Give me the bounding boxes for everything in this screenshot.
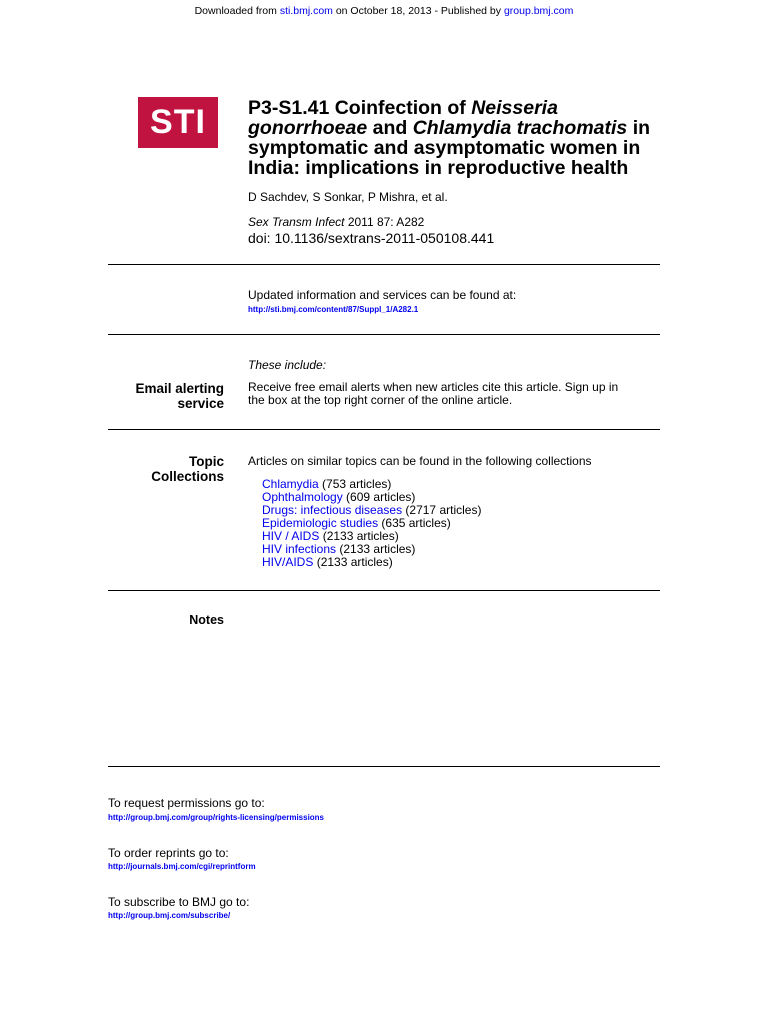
article-link[interactable]: http://sti.bmj.com/content/87/Suppl_1/A282.1 <box>248 305 419 314</box>
permissions-text: To request permissions go to: <box>108 796 265 810</box>
title-italic-neisseria: Neisseria gonorrhoeae <box>248 97 558 139</box>
title-italic-chlamydia: Chlamydia trachomatis <box>412 117 628 139</box>
email-alerting-text-line2: the box at the top right corner of the online article. <box>248 393 513 407</box>
collection-link[interactable]: HIV infections <box>262 542 337 556</box>
email-alerting-text <box>248 381 618 407</box>
topic-collections-label <box>151 454 224 484</box>
collection-link[interactable]: Ophthalmology <box>262 490 343 504</box>
topic-label-line2: Collections <box>151 469 224 484</box>
divider <box>108 334 660 335</box>
citation <box>248 215 424 229</box>
collection-count: (635 articles) <box>378 516 451 530</box>
these-include-label: These include: <box>248 358 327 372</box>
publisher-link[interactable]: group.bmj.com <box>503 5 574 17</box>
email-alerting-label <box>135 381 224 411</box>
updated-info-text: Updated information and services can be found at: <box>248 288 517 302</box>
subscribe-link[interactable]: http://group.bmj.com/subscribe/ <box>108 911 231 920</box>
citation-volume: 2011 87: A282 <box>344 215 425 229</box>
reprints-link[interactable]: http://journals.bmj.com/cgi/reprintform <box>108 862 256 871</box>
collection-link[interactable]: HIV / AIDS <box>262 529 320 543</box>
collection-count: (753 articles) <box>318 477 392 491</box>
collection-count: (2133 articles) <box>313 555 393 569</box>
divider <box>108 264 660 265</box>
collection-link[interactable]: Drugs: infectious diseases <box>262 503 403 517</box>
collection-count: (2133 articles) <box>336 542 416 556</box>
authors: D Sachdev, S Sonkar, P Mishra, et al. <box>248 190 448 204</box>
collection-link[interactable]: HIV/AIDS <box>262 555 314 569</box>
collection-link[interactable]: Chlamydia <box>262 477 319 491</box>
divider <box>108 766 660 767</box>
collection-list <box>262 478 481 569</box>
download-middle: on October 18, 2013 - Published by <box>332 5 504 17</box>
divider <box>108 590 660 591</box>
list-item <box>262 556 481 569</box>
permissions-link[interactable]: http://group.bmj.com/group/rights-licensing/permissions <box>108 813 325 822</box>
collection-count: (2133 articles) <box>319 529 399 543</box>
email-alerting-label-line2: service <box>177 396 224 411</box>
divider <box>108 429 660 430</box>
collection-link[interactable]: Epidemiologic studies <box>262 516 379 530</box>
site-link[interactable]: sti.bmj.com <box>279 5 333 17</box>
journal-name: Sex Transm Infect <box>248 215 345 229</box>
title-part2: and <box>367 117 413 139</box>
email-alerting-text-line1: Receive free email alerts when new articles cite this article. Sign up in <box>248 380 619 394</box>
topic-label-line1: Topic <box>189 454 224 469</box>
collection-count: (609 articles) <box>342 490 416 504</box>
title-part1: P3-S1.41 Coinfection of <box>248 97 472 119</box>
download-notice <box>0 5 768 17</box>
email-alerting-label-line1: Email alerting <box>135 381 224 396</box>
notes-label: Notes <box>189 613 224 627</box>
collection-count: (2717 articles) <box>402 503 482 517</box>
doi: doi: 10.1136/sextrans-2011-050108.441 <box>248 230 495 246</box>
topic-collections-intro: Articles on similar topics can be found in the following collections <box>248 454 592 468</box>
subscribe-text: To subscribe to BMJ go to: <box>108 895 250 909</box>
article-title <box>248 98 668 178</box>
sti-logo <box>138 97 218 148</box>
title-part3: in symptomatic and asymptomatic women in India: implications in reproductive health <box>248 117 651 179</box>
reprints-text: To order reprints go to: <box>108 846 229 860</box>
download-prefix: Downloaded from <box>194 5 280 17</box>
logo-text: STI <box>150 103 206 141</box>
